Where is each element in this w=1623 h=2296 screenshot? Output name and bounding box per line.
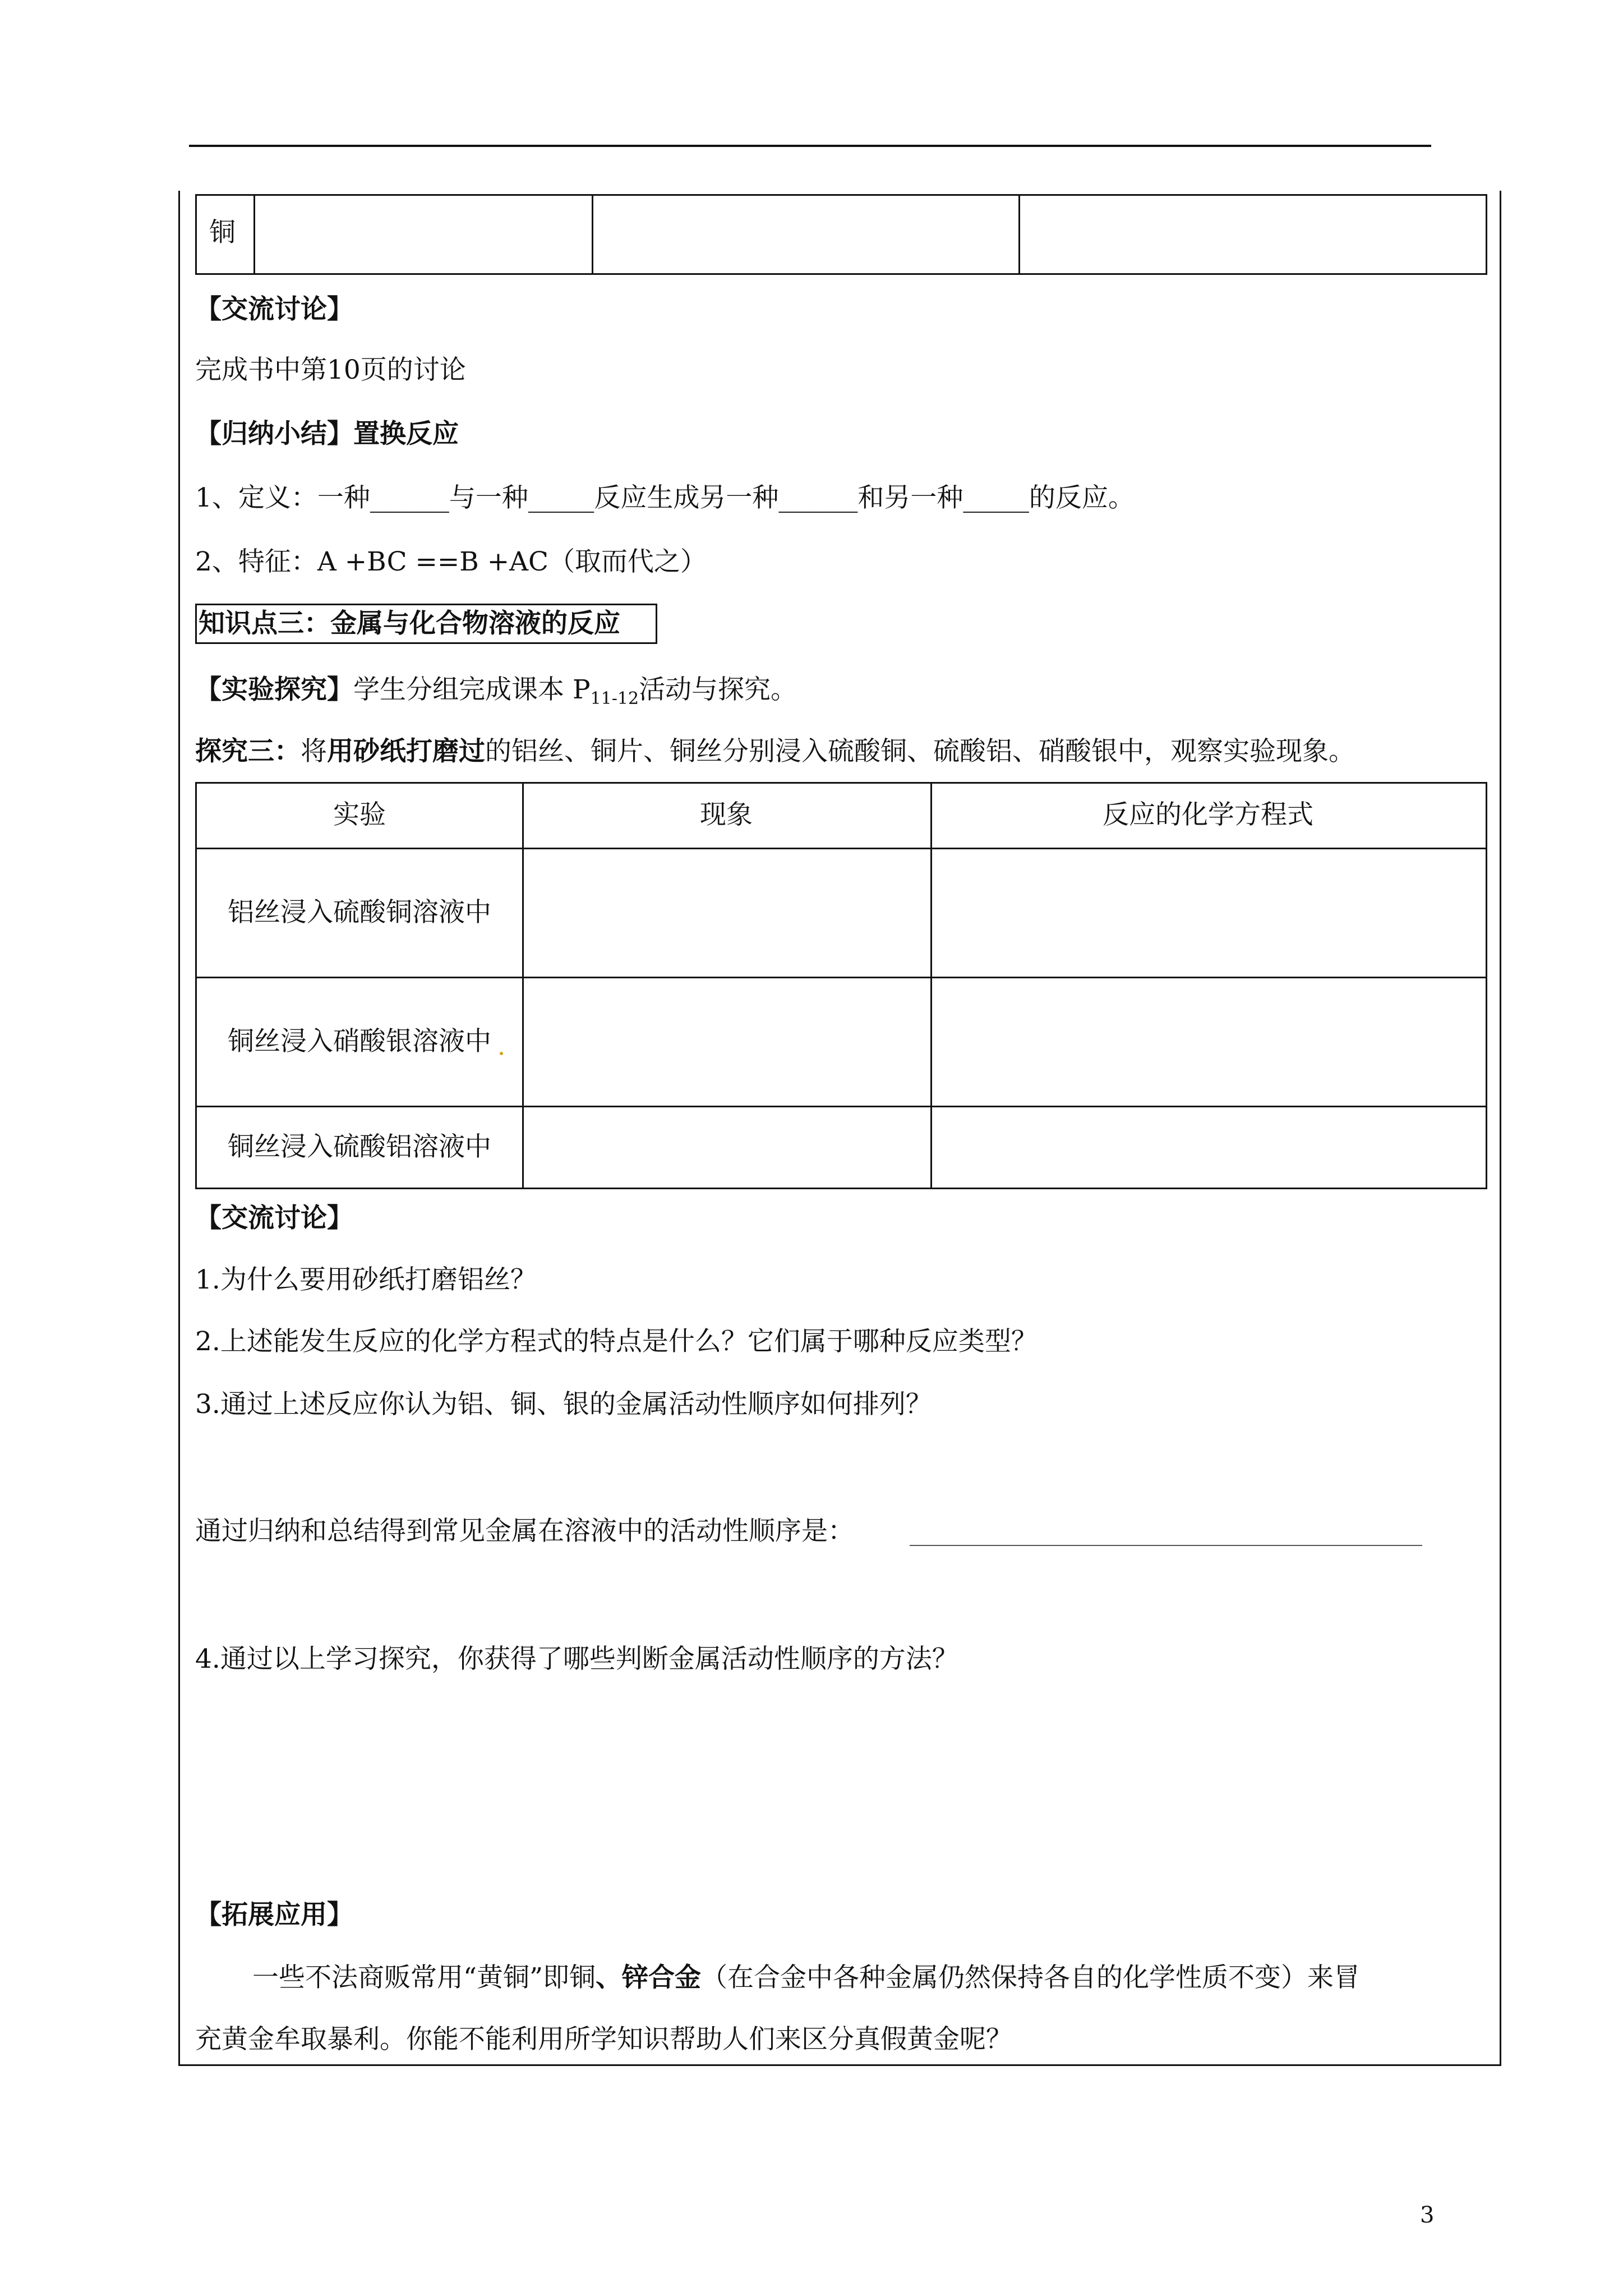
table-column-divider [522,784,524,1188]
extension-text-c: （在合金中各种金属仍然保持各自的化学性质不变）来冒 [701,1962,1361,1993]
activity-series-conclusion: 通过归纳和总结得到常见金属在溶液中的活动性顺序是： [195,1516,854,1547]
experiment-heading: 【实验探究】 [195,674,353,705]
summary-heading: 【归纳小结】置换反应 [195,418,459,449]
knowledge-point-title: 知识点三：金属与化合物溶液的反应 [199,608,620,639]
experiment-page-range: 11-12 [590,689,639,708]
stray-mark [500,1052,503,1055]
extension-paragraph-line1 [252,1961,1360,1995]
table-row-label: 铜丝浸入硫酸铝溶液中 [228,1131,491,1162]
experiment-table [195,782,1487,1189]
experiment-line [195,673,797,716]
top-table-divider [592,196,593,273]
top-table-divider [253,196,255,273]
table-row-divider [197,848,1486,849]
table-header-equation: 反应的化学方程式 [1103,799,1313,830]
page-number: 3 [1420,2202,1435,2228]
discussion2-heading: 【交流讨论】 [195,1203,353,1234]
discussion2-question-4: 4.通过以上学习探究，你获得了哪些判断金属活动性顺序的方法？ [195,1644,958,1674]
inquiry-line [195,735,1355,769]
discussion2-question-2: 2.上述能发生反应的化学方程式的特点是什么？它们属于哪种反应类型？ [195,1326,1038,1357]
extension-paragraph-line2: 充黄金牟取暴利。你能不能利用所学知识帮助人们来区分真假黄金呢？ [195,2024,1012,2055]
experiment-text-before: 学生分组完成课本 P [353,674,591,705]
discussion2-question-3: 3.通过上述反应你认为铝、铜、银的金属活动性顺序如何排列？ [195,1389,932,1420]
extension-text-b: 、锌合金 [596,1962,702,1993]
discussion1-heading: 【交流讨论】 [195,294,353,325]
extension-text-a: 一些不法商贩常用“黄铜”即铜 [252,1962,596,1993]
inquiry-text2: 的铝丝、铜片、铜丝分别浸入硫酸铜、硫酸铝、硝酸银中，观察实验现象。 [485,736,1355,767]
discussion2-question-1: 1.为什么要用砂纸打磨铝丝？ [195,1264,537,1295]
table-column-divider [930,784,932,1188]
top-table-divider [1018,196,1020,273]
inquiry-label: 探究三： [195,736,301,767]
inquiry-text1: 将 [301,736,327,767]
summary-definition: 1、定义：一种______与一种_____反应生成另一种______和另一种_____的反应。 [195,482,1135,513]
summary-feature: 2、特征：A +BC ==B +AC（取而代之） [195,546,707,577]
table-row-label: 铝丝浸入硫酸铜溶液中 [228,897,491,928]
table-row-label: 铜丝浸入硝酸银溶液中 [228,1026,491,1057]
header-rule [189,145,1431,147]
experiment-text-after: 活动与探究。 [639,674,797,705]
top-table-row [195,194,1487,275]
table-header-experiment: 实验 [333,799,386,830]
inquiry-emphasis: 用砂纸打磨过 [327,736,485,767]
answer-blank-line [910,1545,1422,1546]
discussion1-text: 完成书中第10页的讨论 [195,355,466,385]
top-table-row-label: 铜 [209,217,236,248]
table-header-phenomenon: 现象 [700,799,753,830]
extension-heading: 【拓展应用】 [195,1899,353,1930]
table-row-divider [197,977,1486,978]
table-row-divider [197,1106,1486,1107]
